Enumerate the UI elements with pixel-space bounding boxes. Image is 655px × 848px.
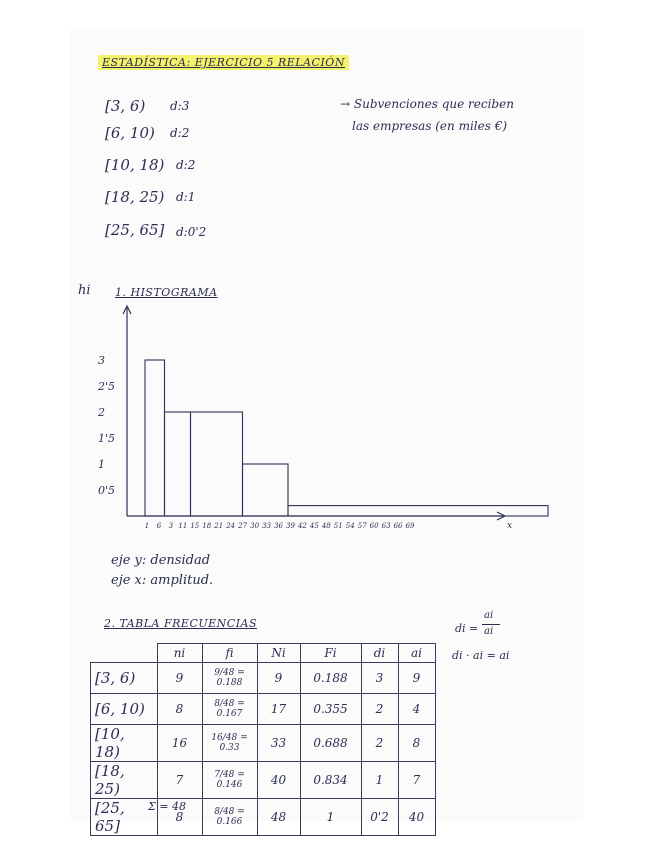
y-tick-label: 2 bbox=[98, 406, 105, 419]
x-tick-label: 3 bbox=[168, 522, 174, 530]
x-tick-label: 69 bbox=[405, 522, 415, 530]
x-tick-label: 27 bbox=[238, 522, 248, 530]
table-header-row bbox=[91, 644, 436, 663]
cell-Ni: 33 bbox=[257, 725, 300, 762]
legend-y: eje y: densidad bbox=[111, 553, 211, 568]
cell-Ni: 40 bbox=[257, 762, 300, 799]
x-tick-label: 66 bbox=[393, 522, 403, 530]
histogram-plot bbox=[97, 306, 548, 531]
x-tick-label: 15 bbox=[190, 522, 200, 530]
x-tick-label: 36 bbox=[274, 522, 283, 530]
cell-Ni: 17 bbox=[257, 694, 300, 725]
cell-di: 2 bbox=[361, 725, 398, 762]
x-tick-label: 11 bbox=[178, 522, 188, 530]
frequency-table bbox=[90, 643, 436, 836]
cell-Fi: 0.834 bbox=[300, 762, 361, 799]
y-tick-label: 3 bbox=[98, 354, 105, 367]
cell-fi: 9/48 = 0.188 bbox=[202, 663, 257, 694]
y-tick-label: 0'5 bbox=[98, 484, 116, 497]
cell-fi: 7/48 = 0.146 bbox=[202, 762, 257, 799]
x-tick-label: 51 bbox=[333, 522, 343, 530]
cell-interval: [3, 6) bbox=[91, 663, 158, 694]
cell-ai: 40 bbox=[398, 799, 435, 836]
formula-1-num: ai bbox=[484, 610, 494, 621]
x-axis-end-label: x bbox=[507, 521, 513, 531]
cell-Fi: 0.355 bbox=[300, 694, 361, 725]
x-tick-label: 21 bbox=[214, 522, 224, 530]
formula-1-bar bbox=[482, 624, 500, 625]
note-line-2: las empresas (en miles €) bbox=[352, 119, 508, 133]
cell-fi: 8/48 = 0.166 bbox=[202, 799, 257, 836]
interval-2-d: d:2 bbox=[170, 126, 190, 140]
header-blank bbox=[91, 644, 158, 663]
cell-di: 1 bbox=[361, 762, 398, 799]
cell-Fi: 0.688 bbox=[300, 725, 361, 762]
page-title: ESTADÍSTICA: EJERCICIO 5 RELACIÓN bbox=[98, 55, 349, 70]
cell-fi: 8/48 = 0.167 bbox=[202, 694, 257, 725]
cell-ni: 7 bbox=[157, 762, 202, 799]
table-title: 2. TABLA FRECUENCIAS bbox=[104, 617, 258, 630]
x-tick-label: 42 bbox=[297, 522, 307, 530]
cell-interval: [10, 18) bbox=[91, 725, 158, 762]
interval-2: [6, 10) bbox=[105, 124, 155, 142]
table-row bbox=[91, 725, 436, 762]
interval-1-d: d:3 bbox=[170, 99, 190, 113]
x-tick-label: 60 bbox=[369, 522, 379, 530]
x-tick-label: 39 bbox=[285, 522, 295, 530]
interval-4-d: d:1 bbox=[176, 190, 196, 204]
interval-5: [25, 65] bbox=[105, 221, 165, 239]
interval-1: [3, 6) bbox=[105, 97, 146, 115]
note-line-1: → Subvenciones que reciben bbox=[340, 97, 514, 111]
cell-Fi: 0.188 bbox=[300, 663, 361, 694]
cell-interval: [25, 65] bbox=[91, 799, 158, 836]
header-di: di bbox=[361, 644, 398, 663]
y-tick-label: 1 bbox=[98, 458, 105, 471]
header-Fi: Fi bbox=[300, 644, 361, 663]
table-row bbox=[91, 762, 436, 799]
x-tick-label: 6 bbox=[156, 522, 162, 530]
cell-ai: 9 bbox=[398, 663, 435, 694]
header-fi: fi bbox=[202, 644, 257, 663]
x-tick-label: 1 bbox=[144, 522, 150, 530]
table-row bbox=[91, 663, 436, 694]
interval-3: [10, 18) bbox=[105, 156, 165, 174]
formula-2: di · ai = ai bbox=[452, 649, 510, 662]
cell-ni: 8 bbox=[157, 799, 202, 836]
y-tick-label: 2'5 bbox=[98, 380, 116, 393]
legend-x: eje x: amplitud. bbox=[111, 573, 214, 588]
y-axis-label: hi bbox=[78, 283, 91, 298]
y-tick-label: 1'5 bbox=[98, 432, 116, 445]
cell-fi: 16/48 = 0.33 bbox=[202, 725, 257, 762]
header-ai: ai bbox=[398, 644, 435, 663]
histogram-bar bbox=[165, 412, 191, 516]
x-tick-label: 57 bbox=[357, 522, 367, 530]
table-row bbox=[91, 694, 436, 725]
cell-ai: 7 bbox=[398, 762, 435, 799]
cell-ai: 8 bbox=[398, 725, 435, 762]
sum-label: Σ = 48 bbox=[148, 800, 186, 813]
formula-1-den: ai bbox=[484, 626, 494, 637]
x-tick-label: 30 bbox=[250, 522, 260, 530]
cell-Ni: 9 bbox=[257, 663, 300, 694]
x-tick-label: 45 bbox=[309, 522, 319, 530]
header-Ni: Ni bbox=[257, 644, 300, 663]
cell-ni: 16 bbox=[157, 725, 202, 762]
header-ni: ni bbox=[157, 644, 202, 663]
x-tick-label: 24 bbox=[226, 522, 236, 530]
x-tick-label: 33 bbox=[262, 522, 272, 530]
x-tick-label: 54 bbox=[345, 522, 355, 530]
histogram-title: 1. HISTOGRAMA bbox=[115, 286, 218, 299]
cell-ai: 4 bbox=[398, 694, 435, 725]
x-tick-label: 48 bbox=[321, 522, 331, 530]
cell-ni: 8 bbox=[157, 694, 202, 725]
histogram-bar bbox=[191, 412, 243, 516]
formula-1-left: di = bbox=[455, 622, 479, 635]
cell-interval: [6, 10) bbox=[91, 694, 158, 725]
cell-Fi: 1 bbox=[300, 799, 361, 836]
cell-ni: 9 bbox=[157, 663, 202, 694]
histogram-bar bbox=[243, 464, 289, 516]
histogram-bar bbox=[145, 360, 165, 516]
cell-di: 2 bbox=[361, 694, 398, 725]
cell-interval: [18, 25) bbox=[91, 762, 158, 799]
x-tick-label: 18 bbox=[202, 522, 212, 530]
interval-5-d: d:0'2 bbox=[176, 225, 207, 239]
x-tick-label: 63 bbox=[381, 522, 391, 530]
interval-3-d: d:2 bbox=[176, 158, 196, 172]
cell-di: 3 bbox=[361, 663, 398, 694]
table-row bbox=[91, 799, 436, 836]
cell-di: 0'2 bbox=[361, 799, 398, 836]
histogram-bar bbox=[288, 506, 548, 516]
interval-4: [18, 25) bbox=[105, 188, 165, 206]
cell-Ni: 48 bbox=[257, 799, 300, 836]
